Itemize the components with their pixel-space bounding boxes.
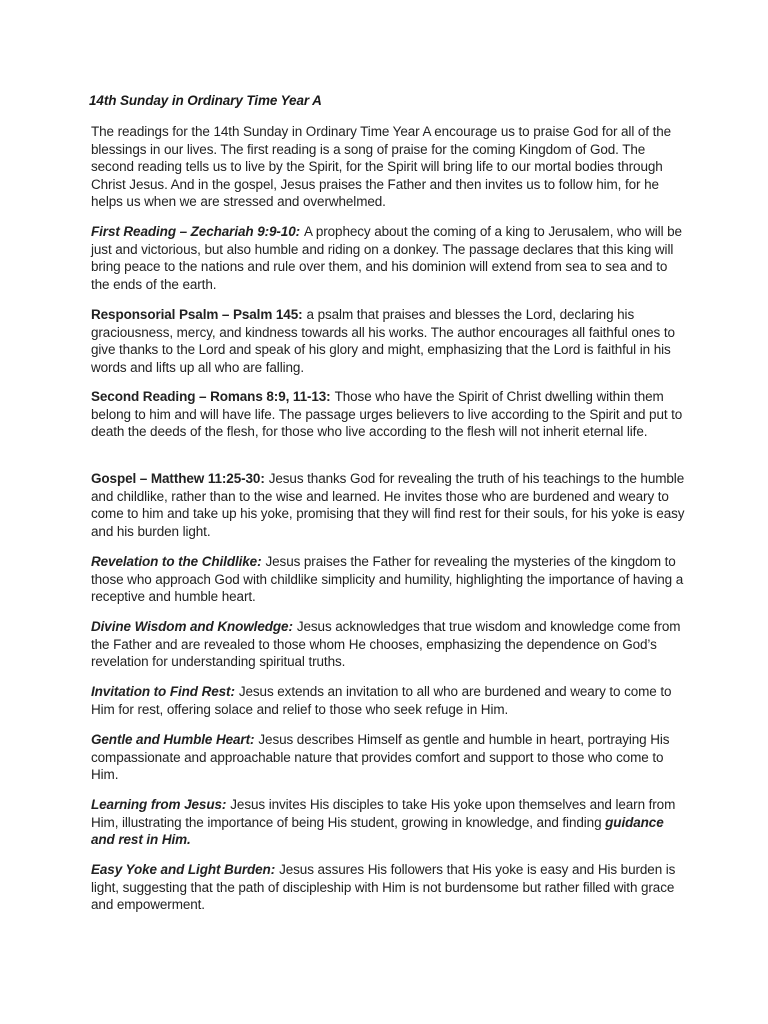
section-label: Learning from Jesus: [91, 797, 227, 812]
section-easy-yoke [91, 861, 687, 914]
section-text: Jesus praises the Father for revealing the mysteries of the kingdom to those who approach God with childlike simplicity and humility, highlighting the importance of having a receptive and humble heart. [91, 554, 684, 604]
section-label: Responsorial Psalm – Psalm 145: [91, 307, 303, 322]
section-text: a psalm that praises and blesses the Lord, declaring his graciousness, mercy, and kindness towards all his works. The author encourages all faithful ones to give thanks to the Lord and speak of his glory and might, emphasizing that the Lord is faithful in his words and lifts up all who are falling. [91, 307, 675, 375]
section-label: Divine Wisdom and Knowledge: [91, 619, 293, 634]
section-divine-wisdom [91, 618, 687, 671]
section-text: Jesus describes Himself as gentle and humble in heart, portraying His compassionate and approachable nature that provides comfort and support to those who come to Him. [91, 732, 670, 782]
section-label: Easy Yoke and Light Burden: [91, 862, 276, 877]
intro-paragraph [91, 123, 687, 211]
section-label: Invitation to Find Rest: [91, 684, 235, 699]
page-title: 14th Sunday in Ordinary Time Year A [89, 93, 322, 108]
section-invitation-rest [91, 683, 687, 718]
section-label: Second Reading – Romans 8:9, 11-13: [91, 389, 331, 404]
section-learning-from-jesus [91, 796, 687, 849]
section-label: Gospel – Matthew 11:25-30: [91, 471, 265, 486]
section-responsorial-psalm [91, 306, 687, 376]
section-tail-text: guidance and rest in Him. [91, 814, 664, 847]
section-text: Jesus extends an invitation to all who are burdened and weary to come to Him for rest, offering solace and relief to those who seek refuge in Him. [91, 684, 672, 717]
section-revelation-childlike [91, 553, 687, 606]
section-label: Gentle and Humble Heart: [91, 732, 255, 747]
intro-text: The readings for the 14th Sunday in Ordinary Time Year A encourage us to praise God for all of the blessings in our lives. The first reading is a song of praise for the coming Kingdom of God. The second reading tells us to live by the Spirit, for the Spirit will bring life to our mortal bodies through Christ Jesus. And in the gospel, Jesus praises the Father and then invites us to follow him, for he helps us when we are stressed and overwhelmed. [91, 124, 672, 209]
section-label: Revelation to the Childlike: [91, 554, 262, 569]
section-text: Those who have the Spirit of Christ dwelling within them belong to him and will have life. The passage urges believers to live according to the Spirit and put to death the deeds of the flesh, for those who live according to the flesh will not inherit eternal life. [91, 389, 683, 439]
section-gentle-heart [91, 731, 687, 784]
section-text: Jesus acknowledges that true wisdom and knowledge come from the Father and are revealed to those whom He chooses, emphasizing the dependence on God’s revelation for understanding spiritual truths. [91, 619, 681, 669]
section-text: Jesus assures His followers that His yoke is easy and His burden is light, suggesting that the path of discipleship with Him is not burdensome but rather filled with grace and empowerment. [91, 862, 676, 912]
section-first-reading [91, 223, 687, 293]
section-gospel [91, 470, 687, 540]
section-second-reading [91, 388, 687, 441]
section-label: First Reading – Zechariah 9:9-10: [91, 224, 301, 239]
section-text: Jesus thanks God for revealing the truth of his teachings to the humble and childlike, rather than to the wise and learned. He invites those who are burdened and weary to come to him and take up his yoke, promising that they will find rest for their souls, for his yoke is easy and his burden light. [91, 471, 685, 539]
section-text: A prophecy about the coming of a king to Jerusalem, who will be just and victorious, but also humble and riding on a donkey. The passage declares that this king will bring peace to the nations and rule over them, and his dominion will extend from sea to sea and to the ends of the earth. [91, 224, 682, 292]
section-text: Jesus invites His disciples to take His yoke upon themselves and learn from Him, illustrating the importance of being His student, growing in knowledge, and finding [91, 797, 676, 830]
